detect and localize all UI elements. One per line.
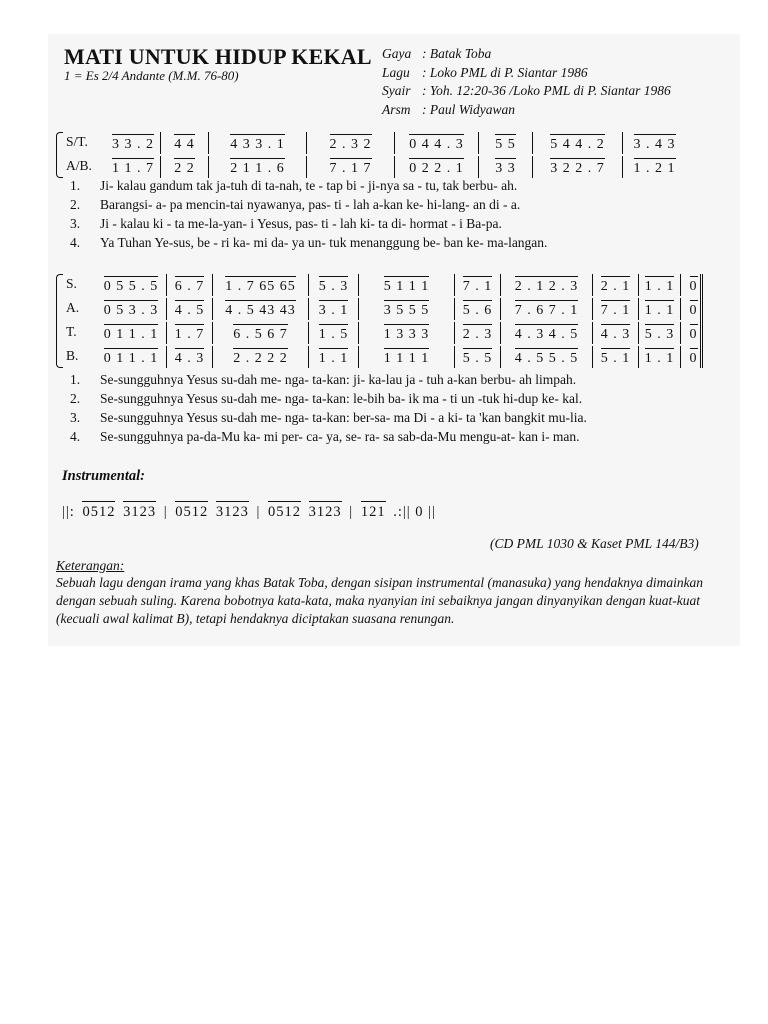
measure-notes: 3 . 4 3 — [634, 134, 676, 152]
lyric-verse-4: 4. Se-sungguhnya pa-da-Mu ka- mi per- ca- ya, se- ra- sa sab-da-Mu mengu-at- kan i- man. — [70, 429, 580, 444]
measure-notes: 2 . 3 2 — [330, 134, 372, 152]
measure — [532, 156, 622, 178]
voice-label: T. — [66, 324, 77, 339]
final-barline — [700, 274, 707, 368]
lyric-verse-3: 3. Se-sungguhnya Yesus su-dah me- nga- ta-kan: ber-sa- ma Di - a ki- ta 'kan bangkit mu-lia. — [70, 410, 587, 425]
measure — [308, 322, 358, 344]
repeat-start: ||: — [62, 504, 75, 520]
voice-row-ab — [66, 156, 688, 178]
measure-notes: 4 3 3 . 1 — [230, 134, 285, 152]
measure — [308, 346, 358, 368]
measure-notes: 1 . 7 — [175, 324, 205, 342]
measure-notes: 0 4 4 . 3 — [409, 134, 464, 152]
measure — [454, 298, 500, 320]
notes-body: Sebuah lagu dengan irama yang khas Batak Toba, dengan sisipan instrumental (manasuka) yang hendaknya dimainkan dengan sebuah suling. Karena bobotnya kata-kata, maka nyanyian ini sebaiknya jangan dinyanyikan dengan kuat-kuat (kecuali awal kalimat B), tetapi hendaknya diciptakan suasana renungan. — [56, 575, 704, 626]
measure — [592, 322, 638, 344]
measure — [106, 132, 160, 154]
voice-row-a — [66, 298, 708, 320]
measure — [358, 322, 454, 344]
measure-notes: 1 . 5 — [319, 324, 349, 342]
barline: | — [163, 504, 168, 520]
measure-notes: 4 4 — [174, 134, 195, 152]
note-group: 3123 — [309, 501, 342, 520]
measure — [308, 298, 358, 320]
measure-notes: 0 5 5 . 5 — [104, 276, 159, 294]
measure — [638, 274, 680, 296]
measure — [592, 298, 638, 320]
measure — [622, 156, 686, 178]
credit-arsm: Arsm : Paul Widyawan — [382, 101, 515, 117]
measure — [358, 346, 454, 368]
note-group: 3123 — [216, 501, 249, 520]
measure-notes: 2 . 1 — [601, 276, 631, 294]
lyric-verse-4: 4. Ya Tuhan Ye-sus, be - ri ka- mi da- ya un- tuk menanggung be- ban ke- ma-langan. — [70, 235, 548, 250]
measure-notes: 7 . 1 7 — [330, 158, 372, 176]
measure-notes: 4 . 5 5 . 5 — [515, 348, 579, 366]
measure — [96, 346, 166, 368]
measure-notes: 4 . 3 — [175, 348, 205, 366]
measure-notes: 1 1 . 7 — [112, 158, 154, 176]
measure — [208, 156, 306, 178]
measure — [394, 132, 478, 154]
system-bracket — [56, 132, 63, 178]
measure — [500, 346, 592, 368]
measure — [308, 274, 358, 296]
measure-notes: 5 5 — [495, 134, 516, 152]
measure-notes: 7 . 6 7 . 1 — [515, 300, 579, 318]
measure-notes: 0 — [690, 348, 698, 366]
measure — [394, 156, 478, 178]
tempo-marking: 1 = Es 2/4 Andante (M.M. 76-80) — [64, 68, 239, 83]
measure-notes: 5 . 3 — [645, 324, 675, 342]
measure-cells — [96, 346, 706, 368]
measure — [160, 132, 208, 154]
measure-notes: 1 . 2 1 — [634, 158, 676, 176]
voice-label: S/T. — [66, 134, 88, 149]
voice-label: A. — [66, 300, 80, 315]
song-title: MATI UNTUK HIDUP KEKAL — [64, 44, 372, 69]
measure-notes: 3 3 . 2 — [112, 134, 154, 152]
measure — [212, 274, 308, 296]
note-group: 3123 — [123, 501, 156, 520]
measure-notes: 1 . 1 — [319, 348, 349, 366]
measure — [532, 132, 622, 154]
voice-label: S. — [66, 276, 77, 291]
lyric-verse-3: 3. Ji - kalau ki - ta me-la-yan- i Yesus, pas- ti - lah ki- ta di- hormat - i Ba-pa. — [70, 216, 502, 231]
measure — [166, 298, 212, 320]
voice-label: A/B. — [66, 158, 92, 173]
measure — [106, 156, 160, 178]
measure-notes: 0 1 1 . 1 — [104, 348, 159, 366]
measure-notes: 7 . 1 — [463, 276, 493, 294]
measure — [454, 274, 500, 296]
measure-notes: 6 . 7 — [175, 276, 205, 294]
measure-notes: 0 1 1 . 1 — [104, 324, 159, 342]
lyric-verse-1: 1. Se-sungguhnya Yesus su-dah me- nga- ta-kan: ji- ka-lau ja - tuh a-kan berbu- ah limpah. — [70, 372, 577, 387]
measure — [638, 346, 680, 368]
measure-notes: 2 1 1 . 6 — [230, 158, 285, 176]
measure — [622, 132, 686, 154]
voice-row-s — [66, 274, 708, 296]
measure-notes: 1 1 1 1 — [384, 348, 430, 366]
measure-notes: 5 4 4 . 2 — [550, 134, 605, 152]
measure-notes: 0 2 2 . 1 — [409, 158, 464, 176]
measure-notes: 0 — [690, 324, 698, 342]
measure-notes: 5 . 3 — [319, 276, 349, 294]
barline: | — [349, 504, 354, 520]
measure-notes: 4 . 5 — [175, 300, 205, 318]
measure — [306, 132, 394, 154]
measure — [96, 274, 166, 296]
barline: | — [256, 504, 261, 520]
measure-notes: 3 5 5 5 — [384, 300, 430, 318]
measure-notes: 1 . 7 65 65 — [225, 276, 296, 294]
measure — [208, 132, 306, 154]
lyric-verse-1: 1. Ji- kalau gandum tak ja-tuh di ta-nah, te - tap bi - ji-nya sa - tu, tak berbu- ah. — [70, 178, 518, 193]
repeat-end: .:|| 0 || — [393, 504, 436, 520]
measure — [358, 298, 454, 320]
measure-notes: 4 . 5 43 43 — [225, 300, 296, 318]
measure — [592, 346, 638, 368]
measure — [212, 346, 308, 368]
measure-notes: 4 . 3 4 . 5 — [515, 324, 579, 342]
measure-notes: 1 3 3 3 — [384, 324, 430, 342]
measure-notes: 2 2 — [174, 158, 195, 176]
measure — [500, 322, 592, 344]
measure — [638, 298, 680, 320]
measure-cells — [106, 132, 686, 154]
measure-notes: 3 . 1 — [319, 300, 349, 318]
measure — [166, 322, 212, 344]
measure — [500, 274, 592, 296]
measure-cells — [96, 322, 706, 344]
measure-notes: 2 . 1 2 . 3 — [515, 276, 579, 294]
measure — [166, 274, 212, 296]
measure — [212, 298, 308, 320]
measure-notes: 1 . 1 — [645, 276, 675, 294]
measure-cells — [96, 274, 706, 296]
instrumental-line — [62, 504, 440, 521]
measure — [358, 274, 454, 296]
voice-row-st — [66, 132, 688, 154]
measure-notes: 6 . 5 6 7 — [233, 324, 288, 342]
measure — [592, 274, 638, 296]
measure — [638, 322, 680, 344]
measure-notes: 3 2 2 . 7 — [550, 158, 605, 176]
measure-notes: 1 . 1 — [645, 348, 675, 366]
measure-notes: 2 . 2 2 2 — [233, 348, 288, 366]
voice-row-t — [66, 322, 708, 344]
credit-syair: Syair : Yoh. 12:20-36 /Loko PML di P. Siantar 1986 — [382, 83, 671, 98]
measure — [454, 346, 500, 368]
lyric-verse-2: 2. Barangsi- a- pa mencin-tai nyawanya, pas- ti - lah a-kan ke- hi-lang- an di - a. — [70, 197, 521, 212]
credits — [382, 46, 671, 120]
note-group: 0512 — [268, 501, 301, 520]
note-group: 0512 — [82, 501, 115, 520]
measure-cells — [106, 156, 686, 178]
measure — [166, 346, 212, 368]
notes-heading: Keterangan: — [56, 558, 125, 573]
voice-row-b — [66, 346, 708, 368]
measure — [96, 298, 166, 320]
credit-lagu: Lagu : Loko PML di P. Siantar 1986 — [382, 64, 588, 80]
measure — [96, 322, 166, 344]
measure-notes: 0 5 3 . 3 — [104, 300, 159, 318]
measure-notes: 3 3 — [495, 158, 516, 176]
measure-notes: 5 1 1 1 — [384, 276, 430, 294]
voice-label: B. — [66, 348, 79, 363]
measure — [478, 156, 532, 178]
lyric-verse-2: 2. Se-sungguhnya Yesus su-dah me- nga- ta-kan: le-bih ba- ik ma - ti un -tuk hi-dup ke- kal. — [70, 391, 583, 406]
measure-notes: 4 . 3 — [601, 324, 631, 342]
measure-notes: 5 . 6 — [463, 300, 493, 318]
instrumental-title: Instrumental: — [62, 468, 145, 484]
measure — [454, 322, 500, 344]
measure — [160, 156, 208, 178]
measure-notes: 0 — [690, 300, 698, 318]
measure-notes: 1 . 1 — [645, 300, 675, 318]
measure — [478, 132, 532, 154]
system-bracket — [56, 274, 63, 368]
measure — [306, 156, 394, 178]
measure — [500, 298, 592, 320]
credit-gaya: Gaya : Batak Toba — [382, 46, 492, 61]
source-note: (CD PML 1030 & Kaset PML 144/B3) — [490, 536, 699, 551]
measure-notes: 5 . 1 — [601, 348, 631, 366]
measure-notes: 5 . 5 — [463, 348, 493, 366]
measure-cells — [96, 298, 706, 320]
measure — [212, 322, 308, 344]
measure-notes: 7 . 1 — [601, 300, 631, 318]
measure-notes: 2 . 3 — [463, 324, 493, 342]
note-group: 121 — [361, 501, 386, 520]
note-group: 0512 — [175, 501, 208, 520]
measure-notes: 0 — [690, 276, 698, 294]
